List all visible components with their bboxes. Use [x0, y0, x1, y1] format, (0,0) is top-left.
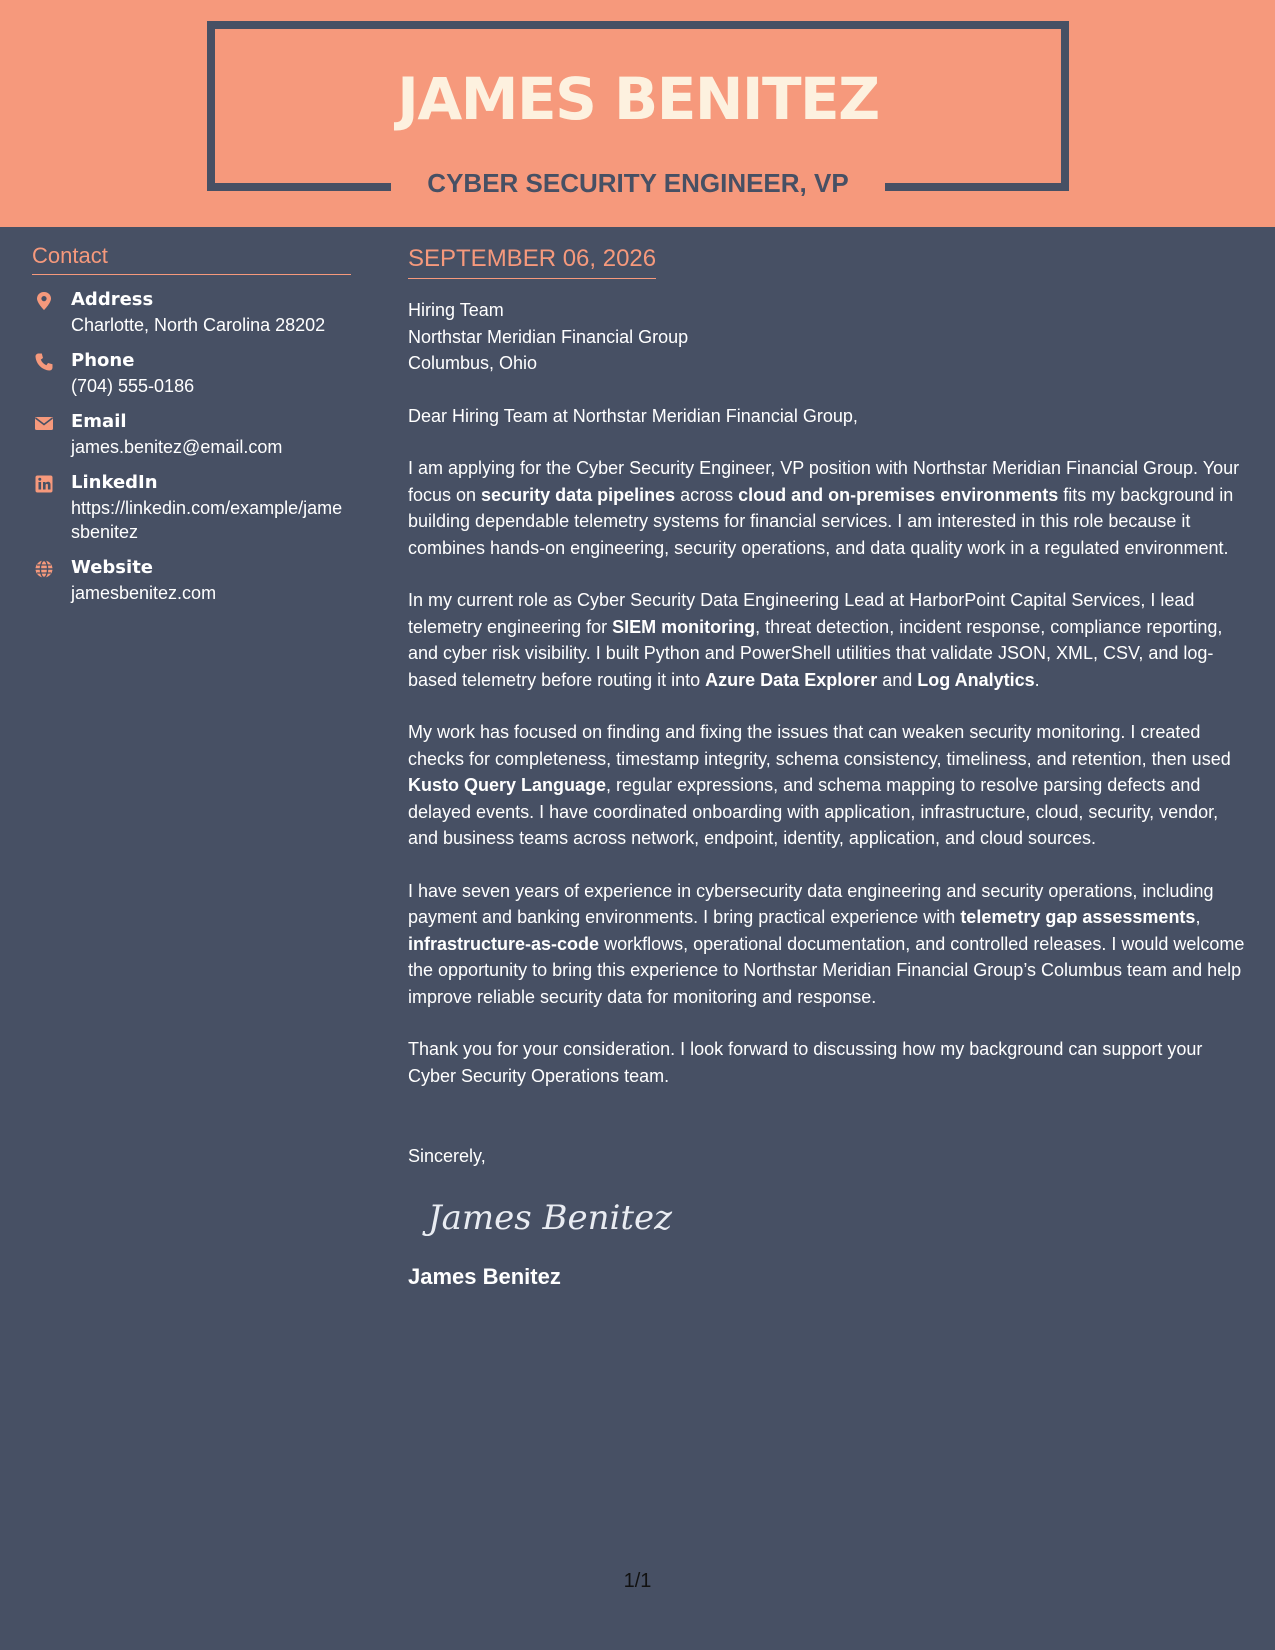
contact-label: LinkedIn	[71, 472, 158, 493]
text-run: I am applying for the Cyber Security Engineer, VP position with Northstar Meridian Financial Group. Your focus on	[408, 458, 1240, 505]
letter-body	[408, 244, 1248, 1292]
bold-run: Log Analytics	[917, 669, 1035, 690]
map-pin-icon	[34, 291, 54, 311]
letter-date: SEPTEMBER 06, 2026	[408, 244, 656, 279]
envelope-icon	[34, 413, 54, 433]
text-run: workflows, operational documentation, and controlled releases. I would welcome the opportunity to bring this experience to Northstar Meridian Financial Group’s Columbus team and help improve reliable security data for monitoring and response.	[408, 933, 1245, 1007]
contact-label: Email	[71, 411, 127, 432]
text-run: My work has focused on finding and fixing the issues that can weaken security monitoring. I created checks for completeness, timestamp integrity, schema consistency, timeliness, and retention, then used	[408, 722, 1231, 769]
paragraph-current-role	[408, 587, 1248, 693]
recipient-line: Northstar Meridian Financial Group	[408, 326, 689, 347]
text-run: , regular expressions, and schema mapping to resolve parsing defects and delayed events. I have coordinated onboarding with application, infrastructure, cloud, security, vendor, and business teams across network, endpoint, identity, application, and cloud sources.	[408, 775, 1219, 848]
text-run: I have seven years of experience in cybersecurity data engineering and security operations, including payment and banking environments. I bring practical experience with	[408, 880, 1214, 927]
contact-item-phone	[32, 348, 351, 398]
phone-icon	[34, 352, 54, 372]
bold-run: Kusto Query Language	[408, 775, 607, 795]
contact-label: Address	[71, 289, 154, 310]
text-run: and	[877, 669, 918, 690]
linkedin-icon	[34, 474, 54, 494]
closing: Sincerely,	[408, 1146, 486, 1166]
paragraph-experience	[408, 878, 1248, 1011]
text-run: ,	[1195, 907, 1201, 927]
bold-run: security data pipelines	[481, 484, 676, 505]
candidate-name: JAMES BENITEZ	[397, 65, 879, 133]
header-banner	[0, 0, 1275, 227]
contact-label: Website	[71, 557, 154, 578]
frame-top-edge	[207, 21, 1069, 29]
contact-heading: Contact	[32, 242, 351, 275]
text-run: , threat detection, incident response, compliance reporting, and cyber risk visibility. I built Python and PowerShell utilities that validate JSON, XML, CSV, and log-based telemetry before routing it into	[408, 616, 1223, 690]
text-run: .	[1034, 669, 1040, 690]
bold-run: telemetry gap assessments	[960, 907, 1196, 927]
contact-label: Phone	[71, 350, 135, 371]
salutation: Dear Hiring Team at Northstar Meridian Financial Group,	[408, 405, 858, 426]
contact-item-address	[32, 287, 351, 337]
recipient-block	[408, 297, 1248, 377]
contact-sidebar	[32, 242, 351, 616]
job-title: CYBER SECURITY ENGINEER, VP	[427, 168, 849, 198]
paragraph-intro	[408, 455, 1248, 561]
recipient-line: Hiring Team	[408, 300, 504, 320]
bold-run: SIEM monitoring	[612, 616, 756, 637]
paragraph-work-focus	[408, 719, 1248, 852]
text-run: across	[675, 484, 739, 505]
page-number: 1/1	[623, 1570, 652, 1592]
signed-name: James Benitez	[408, 1263, 561, 1289]
text-run: In my current role as Cyber Security Data Engineering Lead at HarborPoint Capital Services, I lead telemetry engineering for	[408, 590, 1195, 637]
contact-value: (704) 555-0186	[71, 376, 195, 396]
bold-run: Azure Data Explorer	[705, 669, 878, 690]
contact-item-website	[32, 555, 351, 605]
contact-value[interactable]: james.benitez@email.com	[71, 437, 283, 457]
globe-icon	[34, 559, 54, 579]
signature: James Benitez	[428, 1197, 673, 1238]
contact-item-email	[32, 409, 351, 459]
bold-run: infrastructure-as-code	[408, 933, 600, 954]
text-run: fits my background in building dependable telemetry systems for financial services. I am interested in this role because it combines hands-on engineering, security operations, and data quality work in a regulated environment.	[408, 484, 1234, 558]
bold-run: cloud and on-premises environments	[738, 484, 1059, 505]
recipient-line: Columbus, Ohio	[408, 353, 538, 373]
contact-value[interactable]: jamesbenitez.com	[71, 583, 217, 603]
paragraph-thanks: Thank you for your consideration. I look forward to discussing how my background can support your Cyber Security Operations team.	[408, 1039, 1203, 1086]
contact-value[interactable]: https://linkedin.com/example/jamesbenitez	[71, 498, 343, 542]
contact-item-linkedin	[32, 470, 351, 544]
contact-value: Charlotte, North Carolina 28202	[71, 315, 326, 335]
